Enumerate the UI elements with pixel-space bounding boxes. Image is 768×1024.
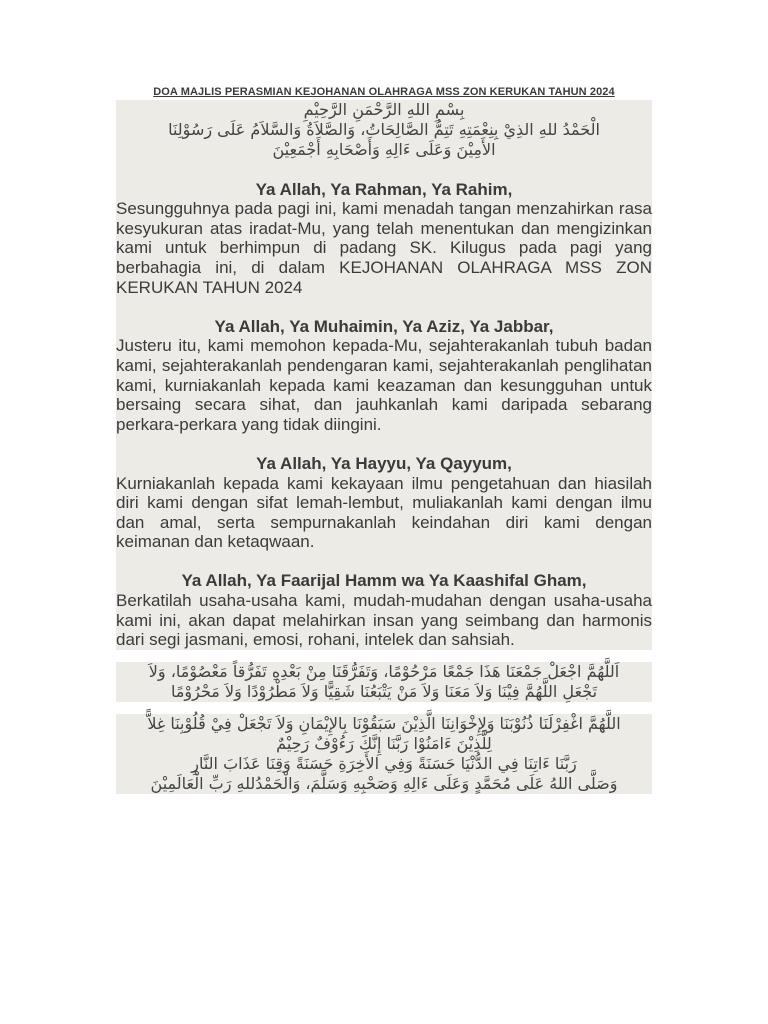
arabic-line: الأَمِيْنَ وَعَلَى ءَالِهِ وَأَصْحَابِهِ أَجْمَعِيْنَ bbox=[272, 140, 496, 159]
arabic-line: وَصَلَّى اللهُ عَلَى مُحَمَّدٍ وَعَلَى ءَالِهِ وَصَحْبِهِ وَسَلَّمَ، وَالْحَمْدُللهِ رَبِّ الْعَالَمِيْنَ bbox=[150, 773, 618, 793]
arabic-line: الْحَمْدُ للهِ الذِيْ بِنِعْمَتِهِ تَتِمُّ الصَّالِحَاتُ، وَالصَّلاَةُ وَالسَّلاَمُ عَلَى رَسُوْلِنَا bbox=[168, 120, 600, 139]
document-body bbox=[116, 100, 652, 794]
section-heading: Ya Allah, Ya Rahman, Ya Rahim, bbox=[255, 179, 513, 199]
arabic-line: رَبَّنَا ءَاتِنَا فِي الدُّنْيَا حَسَنَةً وَفِي الأَخِرَةِ حَسَنَةً وَقِنَا عَذَابَ النَّارِ bbox=[191, 753, 577, 773]
closing-arabic-2 bbox=[116, 714, 652, 794]
arabic-line: اللَّهُمَّ اغْفِرْلَنَا ذُنُوْبَنَا وَلِإِخْوَانِنَا الَّذِيْنَ سَبَقُوْنَا بِالإِيْمَانِ وَلاَ تَجْعَلْ فِيْ قُلُوْبِنَا غِلاًّ bbox=[147, 713, 621, 733]
shaded-block bbox=[116, 100, 652, 650]
section-paragraph: Justeru itu, kami memohon kepada-Mu, sejahterakanlah tubuh badan kami, sejahterakanlah pendengaran kami, sejahterakanlah penglihatan kami, kurniakanlah kepada kami keazaman dan kesungguhan untuk bersaing secara sihat, dan jauhkanlah kami daripada sebarang perkara-perkara yang tidak diingini. bbox=[116, 336, 652, 434]
arabic-line: لِلَّذِيْنَ ءَامَنُوْا رَبَّنَا إِنَّكَ رَءُوْفٌ رَحِيْمٌ bbox=[276, 733, 492, 753]
section-heading: Ya Allah, Ya Muhaimin, Ya Aziz, Ya Jabbar, bbox=[214, 316, 554, 336]
arabic-line: اَللَّهُمَّ اجْعَلْ جَمْعَنَا هَذَا جَمْعًا مَرْحُوْمًا، وَتَفَرُّقَنَا مِنْ بَعْدِهِ تَفَرُّقاً مَعْصُوْمًا، وَلاَ bbox=[148, 661, 620, 681]
section-paragraph: Kurniakanlah kepada kami kekayaan ilmu pengetahuan dan hiasilah diri kami dengan sifat lemah-lembut, muliakanlah kami dengan ilmu dan amal, serta sempurnakanlah keindahan diri kami dengan keimanan dan ketaqwaan. bbox=[116, 473, 652, 552]
document-title: DOA MAJLIS PERASMIAN KEJOHANAN OLAHRAGA MSS ZON KERUKAN TAHUN 2024 bbox=[153, 86, 615, 98]
arabic-line: تَجْعَلِ اللَّهُمَّ فِيْنَا وَلاَ مَعَنَا وَلاَ مَنْ يَتْبَعُنَا شَقِيًّا وَلاَ مَطْرُوْدًا وَلاَ مَحْرُوْمًا bbox=[170, 681, 598, 701]
section-heading: Ya Allah, Ya Hayyu, Ya Qayyum, bbox=[256, 453, 512, 473]
closing-arabic-1 bbox=[116, 662, 652, 702]
section-paragraph: Berkatilah usaha-usaha kami, mudah-mudahan dengan usaha-usaha kami ini, akan dapat melahirkan insan yang seimbang dan harmonis dari segi jasmani, emosi, rohani, intelek dan sahsiah. bbox=[116, 591, 652, 650]
section-heading: Ya Allah, Ya Faarijal Hamm wa Ya Kaashifal Gham, bbox=[181, 571, 587, 591]
opening-arabic bbox=[116, 100, 652, 160]
section-paragraph: Sesungguhnya pada pagi ini, kami menadah tangan menzahirkan rasa kesyukuran atas iradat-Mu, yang telah menentukan dan mengizinkan kami untuk berhimpun di padang SK. Kilugus pada pagi yang berbahagia ini, di dalam KEJOHANAN OLAHRAGA MSS ZON KERUKAN TAHUN 2024 bbox=[116, 199, 652, 297]
arabic-line: بِسْمِ اللهِ الرَّحْمَنِ الرَّحِيْمِ bbox=[303, 100, 465, 119]
